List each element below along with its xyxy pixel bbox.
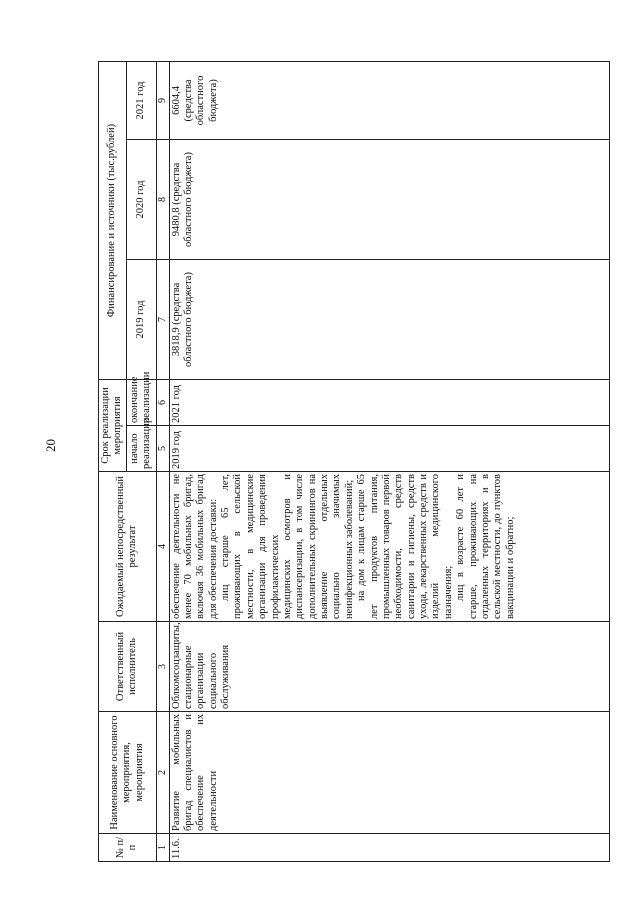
- expected-result-item: лиц в возрасте 60 лет и старше, проживающих на отдаленных территориях и в сельской местности, до пунктов вакцинации и обратно;: [455, 474, 516, 619]
- column-number: 1: [156, 834, 169, 862]
- header-2020: 2020 год: [126, 140, 156, 260]
- funding-2019-value: 3818,9 (средства областного бюджета): [169, 260, 609, 380]
- table-row: [169, 61, 609, 861]
- plan-table: [98, 61, 610, 862]
- column-number: 8: [156, 140, 169, 260]
- header-executor: Ответственный исполнитель: [99, 622, 157, 712]
- expected-result-item: лиц старше 65 лет, проживающих в сельской местности, в медицинские организации для проведения профилактических медицинских осмотров и диспансеризации, в том числе дополнительных скринингов на выявление отдельных социально значимых неинфекционных заболеваний;: [220, 474, 355, 619]
- funding-2020-value: 9480,8 (средства областного бюджета): [169, 140, 609, 260]
- responsible-executor: Облкомсоцзащиты, стационарные организации социального обслуживания: [169, 622, 609, 712]
- expected-result: [169, 472, 609, 622]
- column-number: 7: [156, 260, 169, 380]
- header-period-start: начало реализации: [126, 426, 156, 472]
- header-period-end: окончание реализации: [126, 380, 156, 426]
- funding-2021-value: 6604,4 (средства областного бюджета): [169, 61, 609, 139]
- header-funding: Финансирование и источники (тыс.рублей): [99, 61, 127, 379]
- header-name: Наименование основного мероприятия, мероприятия: [99, 712, 157, 834]
- row-number: 11.6.: [169, 834, 609, 862]
- activity-name: Развитие мобильных бригад специалистов и обеспечение их деятельности: [169, 712, 609, 834]
- header-expected: Ожидаемый непосредственный результат: [99, 472, 157, 622]
- page-number: 20: [43, 439, 58, 452]
- rotated-table-container: [98, 62, 618, 862]
- header-2021: 2021 год: [126, 61, 156, 139]
- header-2019: 2019 год: [126, 260, 156, 380]
- expected-result-intro: обеспечение деятельности не менее 70 мобильных бригад, включая 36 мобильных бригад для обеспечения доставки:: [170, 474, 219, 619]
- column-number: 6: [156, 380, 169, 426]
- column-number: 2: [156, 712, 169, 834]
- header-period: Срок реализации мероприятия: [99, 380, 127, 472]
- period-end-value: 2021 год: [169, 380, 609, 426]
- column-number: 9: [156, 61, 169, 139]
- column-number: 4: [156, 472, 169, 622]
- column-number: 3: [156, 622, 169, 712]
- header-num: № п/п: [99, 834, 157, 862]
- expected-result-item: на дом к лицам старше 65 лет продуктов питания, промышленных товаров первой необходимости, средств санитарии и гигиены, средств ухода, лекарственных средств и изделий медицинского назначения;: [356, 474, 454, 619]
- period-start-value: 2019 год: [169, 426, 609, 472]
- column-number: 5: [156, 426, 169, 472]
